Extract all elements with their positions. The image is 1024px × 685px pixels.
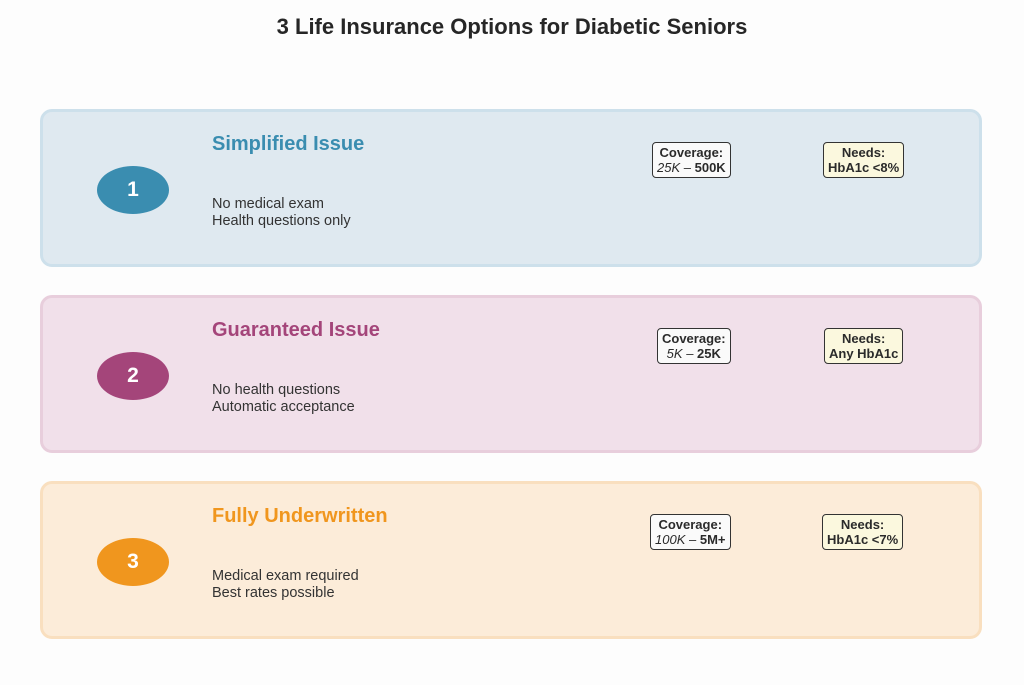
coverage-box: [657, 328, 731, 364]
needs-box: [823, 142, 904, 178]
coverage-value: [655, 532, 726, 547]
needs-box: [824, 328, 903, 364]
page-title: 3 Life Insurance Options for Diabetic Seniors: [276, 14, 748, 39]
coverage-low: 5K: [666, 346, 683, 361]
coverage-low: 25K: [657, 160, 681, 175]
option-details: [212, 382, 355, 416]
option-number-badge: 3: [97, 538, 169, 586]
option-number-badge: 1: [97, 166, 169, 214]
option-details: [212, 568, 359, 602]
option-detail: No medical exam: [212, 196, 325, 212]
coverage-value: [657, 160, 726, 175]
needs-label: Needs:: [841, 145, 886, 160]
needs-value: HbA1c <7%: [827, 532, 899, 547]
option-detail: Best rates possible: [212, 585, 335, 601]
option-number-badge: 2: [97, 352, 169, 400]
option-details: [212, 196, 351, 230]
option-card-simplified-issue: [40, 109, 982, 267]
needs-box: [822, 514, 903, 550]
needs-value: Any HbA1c: [829, 346, 899, 361]
option-title: Guaranteed Issue: [212, 319, 380, 341]
option-detail: Medical exam required: [212, 568, 359, 584]
coverage-box: [652, 142, 731, 178]
option-detail: Health questions only: [212, 213, 351, 229]
coverage-sep: –: [685, 532, 700, 547]
coverage-box: [650, 514, 731, 550]
needs-label: Needs:: [840, 517, 885, 532]
coverage-high: 500K: [694, 160, 726, 175]
coverage-label: Coverage:: [658, 517, 723, 532]
option-card-fully-underwritten: [40, 481, 982, 639]
coverage-sep: –: [682, 346, 698, 361]
coverage-high: 5M+: [699, 532, 726, 547]
option-card-guaranteed-issue: [40, 295, 982, 453]
coverage-label: Coverage:: [659, 145, 724, 160]
option-title: Simplified Issue: [212, 133, 365, 155]
option-detail: Automatic acceptance: [212, 399, 355, 415]
option-detail: No health questions: [212, 382, 341, 398]
coverage-low: 100K: [655, 532, 686, 547]
coverage-value: [662, 346, 726, 361]
coverage-high: 25K: [697, 346, 721, 361]
option-title: Fully Underwritten: [212, 505, 388, 527]
needs-value: HbA1c <8%: [828, 160, 900, 175]
needs-label: Needs:: [842, 331, 886, 346]
coverage-sep: –: [680, 160, 695, 175]
coverage-label: Coverage:: [662, 331, 726, 346]
